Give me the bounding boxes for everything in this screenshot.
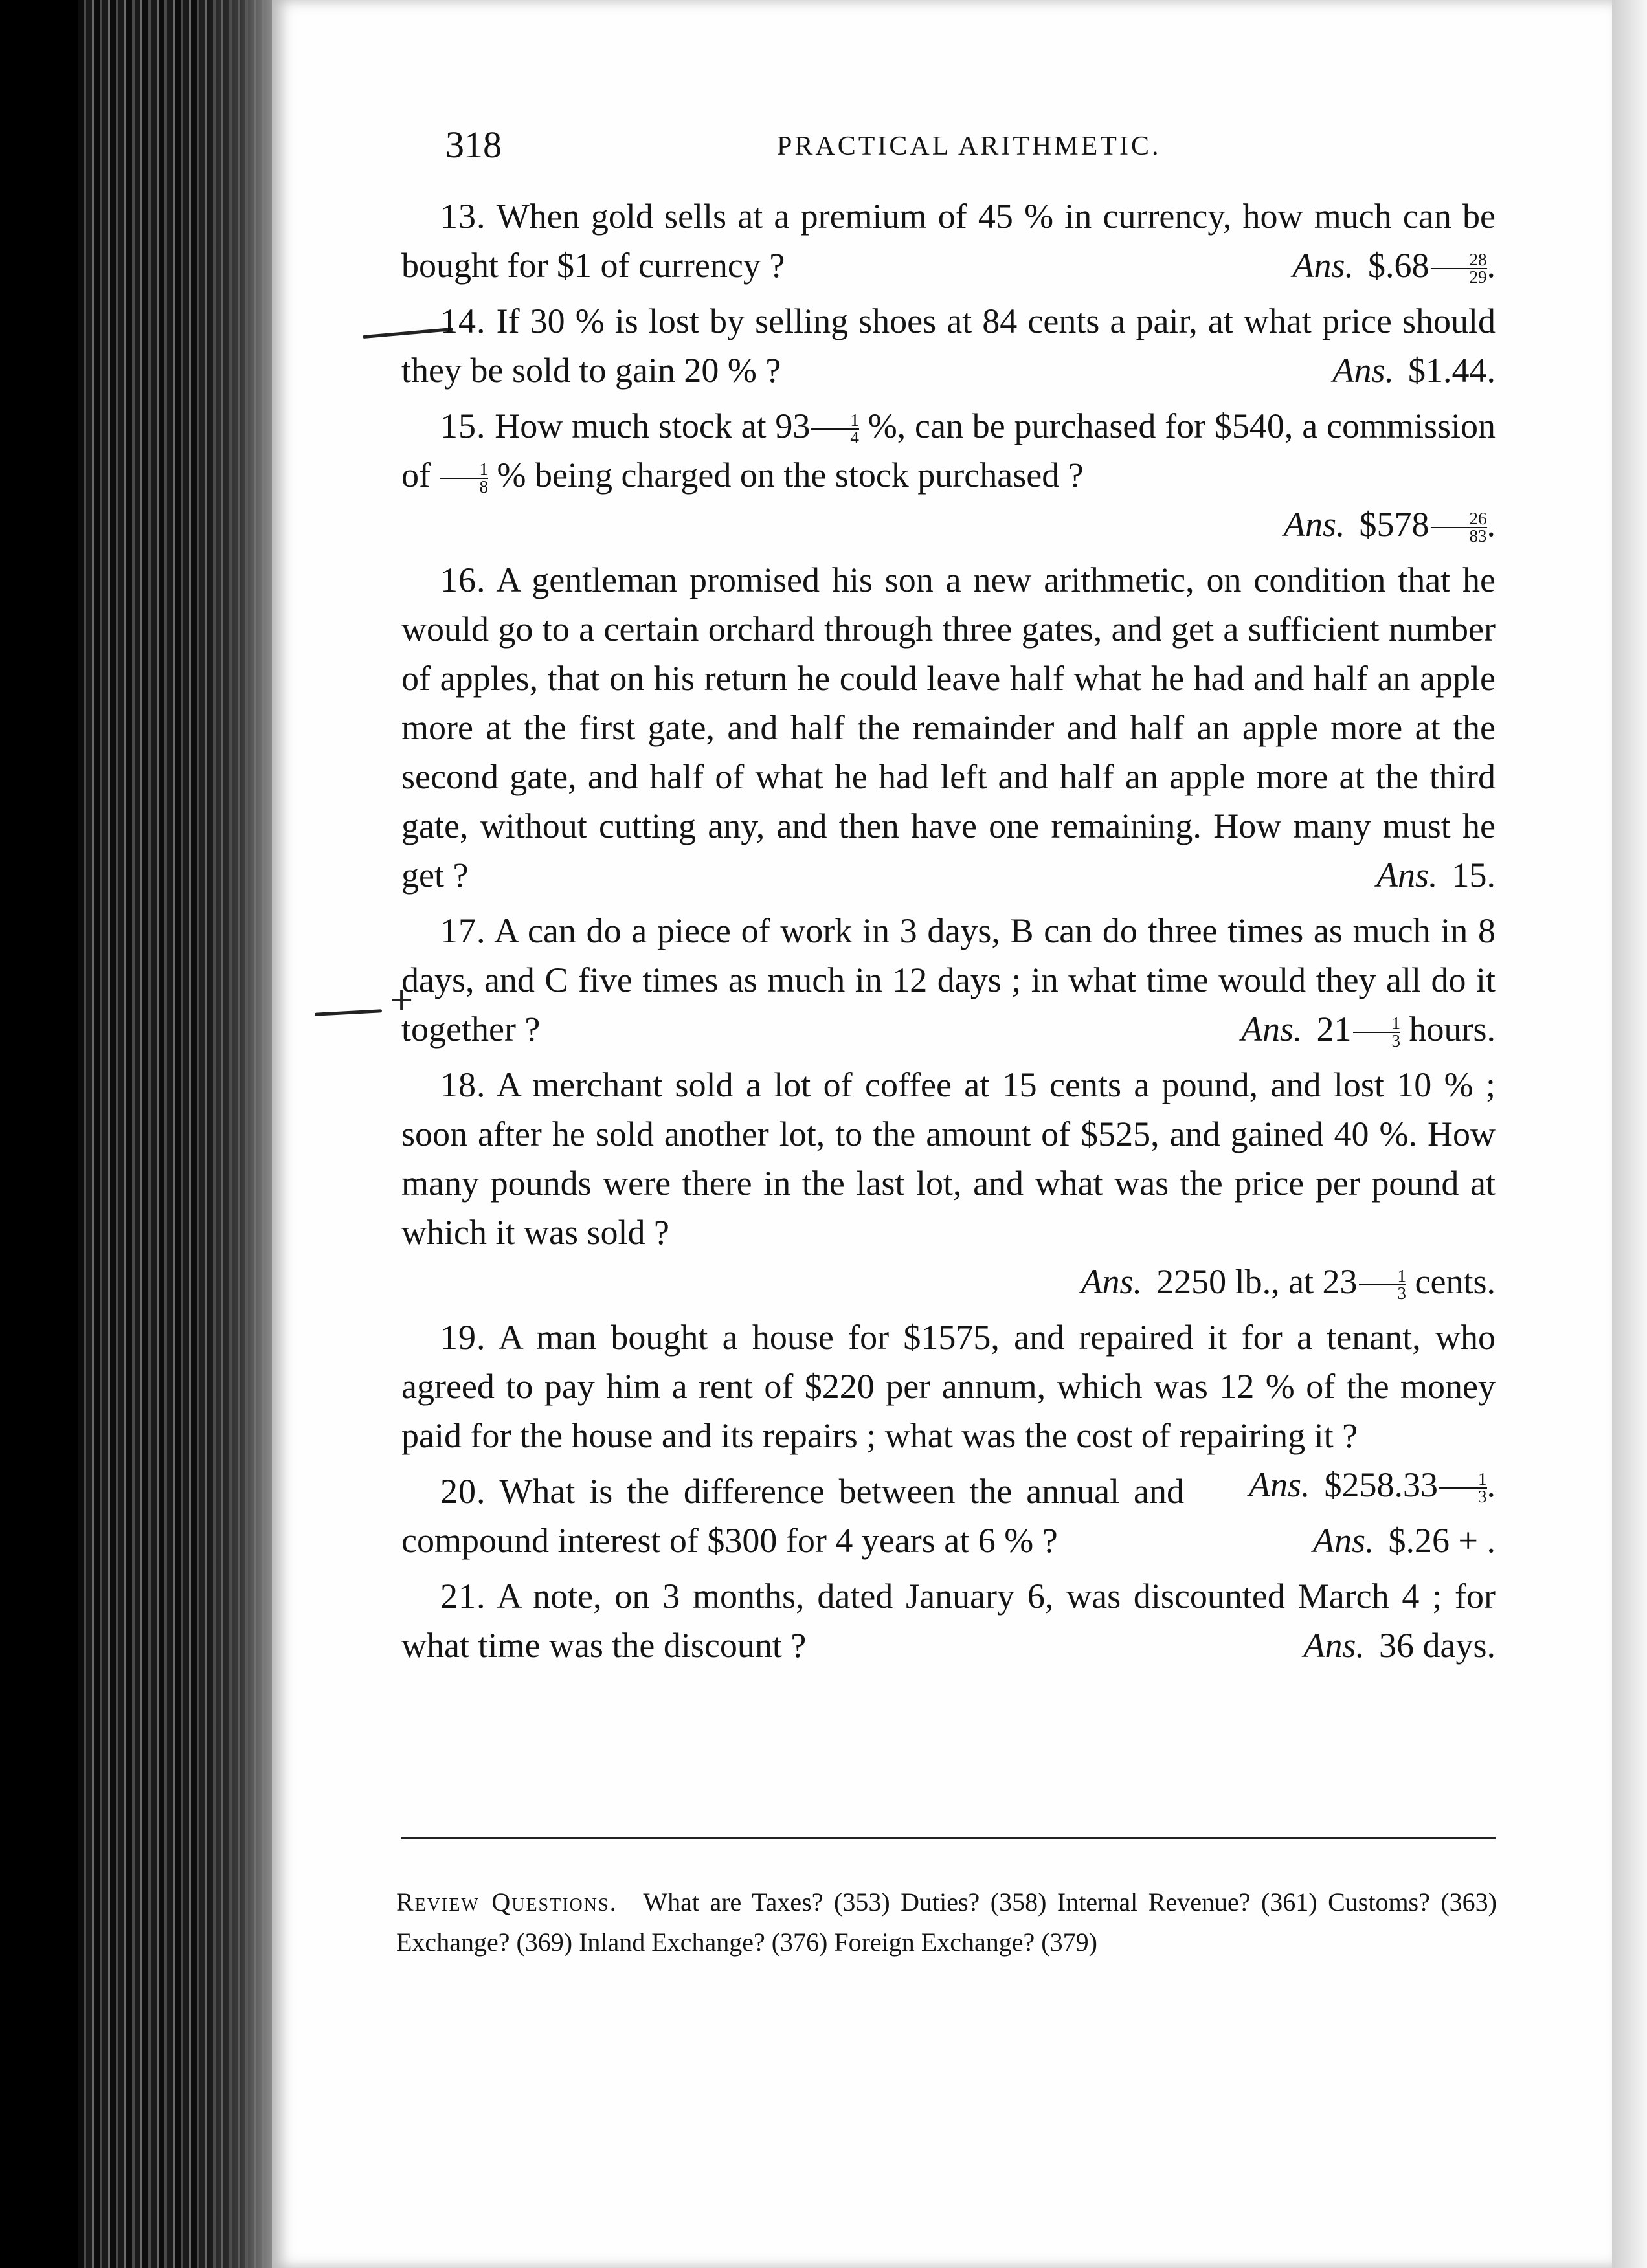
answer: Ans. 15. (1376, 856, 1496, 895)
problem-15: 15. How much stock at 93 $\frac{1}{4}$ %, can be purchased for $540, a commission of $\frac{1}{8}$ % being charged on the stock purchased ? Ans. $578 $\frac{26}{83}$ . (401, 401, 1496, 549)
problem-14: 14. If 30 % is lost by selling shoes at 84 cents a pair, at what price should they be sold to gain 20 % ? Ans. $1.44. (401, 296, 1496, 395)
answer: Ans. $578 $\frac{26}{83}$ . (1284, 505, 1496, 546)
fraction: $\frac{1}{4}$ (811, 412, 859, 447)
scan-border (0, 0, 78, 2268)
page-number: 318 (445, 124, 502, 166)
problem-list (401, 192, 1496, 1676)
answer: Ans. $.26 + . (1313, 1521, 1496, 1560)
answer: Ans. 2250 lb., at 23 $\frac{1}{3}$ cents. (1081, 1262, 1496, 1304)
page-header (427, 117, 1489, 175)
footnote-rule (401, 1837, 1496, 1841)
answer: Ans. $258.33 $\frac{1}{3}$ . (1249, 1465, 1496, 1507)
answer: Ans. $.68 $\frac{28}{29}$ . (1292, 246, 1496, 287)
fraction: $\frac{28}{29}$ (1431, 252, 1487, 286)
review-text: What are Taxes? (353) Duties? (358) Internal Revenue? (361) Customs? (363) Exchange? (369) Inland Exchange? (376) Foreign Exchange? (379) (396, 1887, 1497, 1957)
problem-16: 16. A gentleman promised his son a new arithmetic, on condition that he would go to a certain orchard through three gates, and get a sufficient number of apples, that on his return he could leave half what he had and half an apple more at the first gate, and half the remainder and half an apple more at the second gate, and half of what he had left and half an apple more at the third gate, without cutting any, and then have one remaining. How many must he get ? Ans. 15. (401, 555, 1496, 900)
fraction: $\frac{1}{3}$ (1359, 1268, 1407, 1302)
margin-cross-mark: + (388, 981, 415, 1017)
answer: Ans. $1.44. (1332, 351, 1496, 390)
problem-18: 18. A merchant sold a lot of coffee at 15 cents a pound, and lost 10 % ; soon after he sold another lot, to the amount of $525, and gained 40 %. How many pounds were there in the last lot, and what was the price per pound at which it was sold ? Ans. 2250 lb., at 23 $\frac{1}{3}$ cents. (401, 1060, 1496, 1306)
answer: Ans. 21 $\frac{1}{3}$ hours. (1241, 1010, 1496, 1051)
spine-shadow (194, 0, 272, 2268)
running-title: PRACTICAL ARITHMETIC. (777, 131, 1161, 161)
page-edge (1612, 0, 1647, 2268)
problem-17: 17. A can do a piece of work in 3 days, B can do three times as much in 8 days, and C five times as much in 12 days ; in what time would they all do it together ? Ans. 21 $\frac{1}{3}$ hours. (401, 906, 1496, 1054)
problem-13: 13. When gold sells at a premium of 45 % in currency, how much can be bought for $1 of currency ? Ans. $.68 $\frac{28}{29}$ . (401, 192, 1496, 290)
problem-20: 20. What is the difference between the annual and compound interest of $300 for 4 years at 6 % ? Ans. $.26 + . (401, 1467, 1496, 1565)
fraction: $\frac{1}{8}$ (440, 461, 488, 496)
problem-21: 21. A note, on 3 months, dated January 6, was discounted March 4 ; for what time was the discount ? Ans. 36 days. (401, 1572, 1496, 1670)
problem-19: 19. A man bought a house for $1575, and repaired it for a tenant, who agreed to pay him a rent of $220 per annum, which was 12 % of the money paid for the house and its repairs ; what was the cost of repairing it ? Ans. $258.33 $\frac{1}{3}$ . (401, 1313, 1496, 1460)
review-title: Review Questions. (396, 1887, 618, 1917)
review-questions (396, 1882, 1497, 1962)
fraction: $\frac{1}{3}$ (1439, 1471, 1487, 1506)
answer: Ans. 36 days. (1303, 1626, 1496, 1665)
fraction: $\frac{1}{3}$ (1353, 1016, 1401, 1050)
fraction: $\frac{26}{83}$ (1431, 511, 1487, 545)
